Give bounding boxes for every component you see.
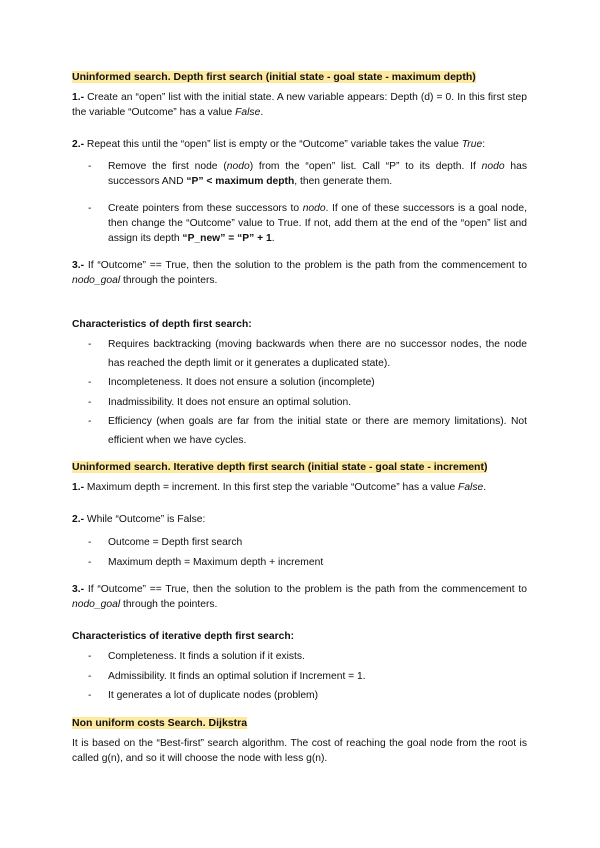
list-item: - Requires backtracking (moving backwards when there are no successor nodes, the node has reached the depth limit or it generates a duplicated state). xyxy=(88,339,527,369)
list-item: - Outcome = Depth first search xyxy=(88,537,243,548)
idfs-characteristics-title: Characteristics of iterative depth first search: xyxy=(72,631,295,642)
list-item: - Incompleteness. It does not ensure a solution (incomplete) xyxy=(88,377,375,388)
section-heading-dfs: Uninformed search. Depth first search (initial state - goal state - maximum depth) xyxy=(72,71,476,83)
dfs-step-2: 2.- Repeat this until the “open” list is empty or the “Outcome” variable takes the value True: xyxy=(72,139,486,150)
idfs-step-2-list xyxy=(72,534,527,572)
list-item: - Maximum depth = Maximum depth + increment xyxy=(88,556,324,568)
dfs-step-3: 3.- If “Outcome” == True, then the solution to the problem is the path from the commencement to nodo_goal through the pointers. xyxy=(72,260,527,286)
idfs-step-2: 2.- While “Outcome” is False: xyxy=(72,514,206,525)
list-item: - Inadmissibility. It does not ensure an optimal solution. xyxy=(88,396,352,408)
idfs-step-3: 3.- If “Outcome” == True, then the solution to the problem is the path from the commencement to nodo_goal through the pointers. xyxy=(72,584,527,610)
dfs-characteristics-list xyxy=(72,336,527,450)
dfs-step-2-list xyxy=(72,159,527,246)
list-item: - Completeness. It finds a solution if it exists. xyxy=(88,651,305,662)
list-item: - It generates a lot of duplicate nodes (problem) xyxy=(88,690,319,701)
document-page xyxy=(72,70,527,773)
idfs-step-1: 1.- Maximum depth = increment. In this first step the variable “Outcome” has a value False. xyxy=(72,482,487,493)
section-heading-dijkstra: Non uniform costs Search. Dijkstra xyxy=(72,716,248,729)
section-heading-iterative-dfs: Uninformed search. Iterative depth first search (initial state - goal state - increment) xyxy=(72,461,488,473)
dfs-step-1: 1.- Create an “open” list with the initial state. A new variable appears: Depth (d) = 0. In this first step the variable “Outcome” has a value False. xyxy=(72,92,527,118)
dfs-characteristics-title: Characteristics of depth first search: xyxy=(72,319,252,330)
dijkstra-paragraph: It is based on the “Best-first” search algorithm. The cost of reaching the goal node from the root is called g(n), and so it will choose the node with less g(n). xyxy=(72,737,527,764)
list-item: - Admissibility. It finds an optimal solution if Increment = 1. xyxy=(88,670,366,682)
list-item: - Efficiency (when goals are far from the initial state or there are memory limitations). Not efficient when we have cycles. xyxy=(88,416,527,446)
list-item: - Remove the first node (nodo) from the “open” list. Call “P” to its depth. If nodo has successors AND “P” < maximum depth, then generate them. xyxy=(88,161,527,187)
list-item: - Create pointers from these successors to nodo. If one of these successors is a goal node, then change the “Outcome” value to True. If not, add them at the end of the “open” list and assign its depth “P_new” = “P” + 1. xyxy=(88,203,527,244)
idfs-characteristics-list xyxy=(72,648,527,706)
